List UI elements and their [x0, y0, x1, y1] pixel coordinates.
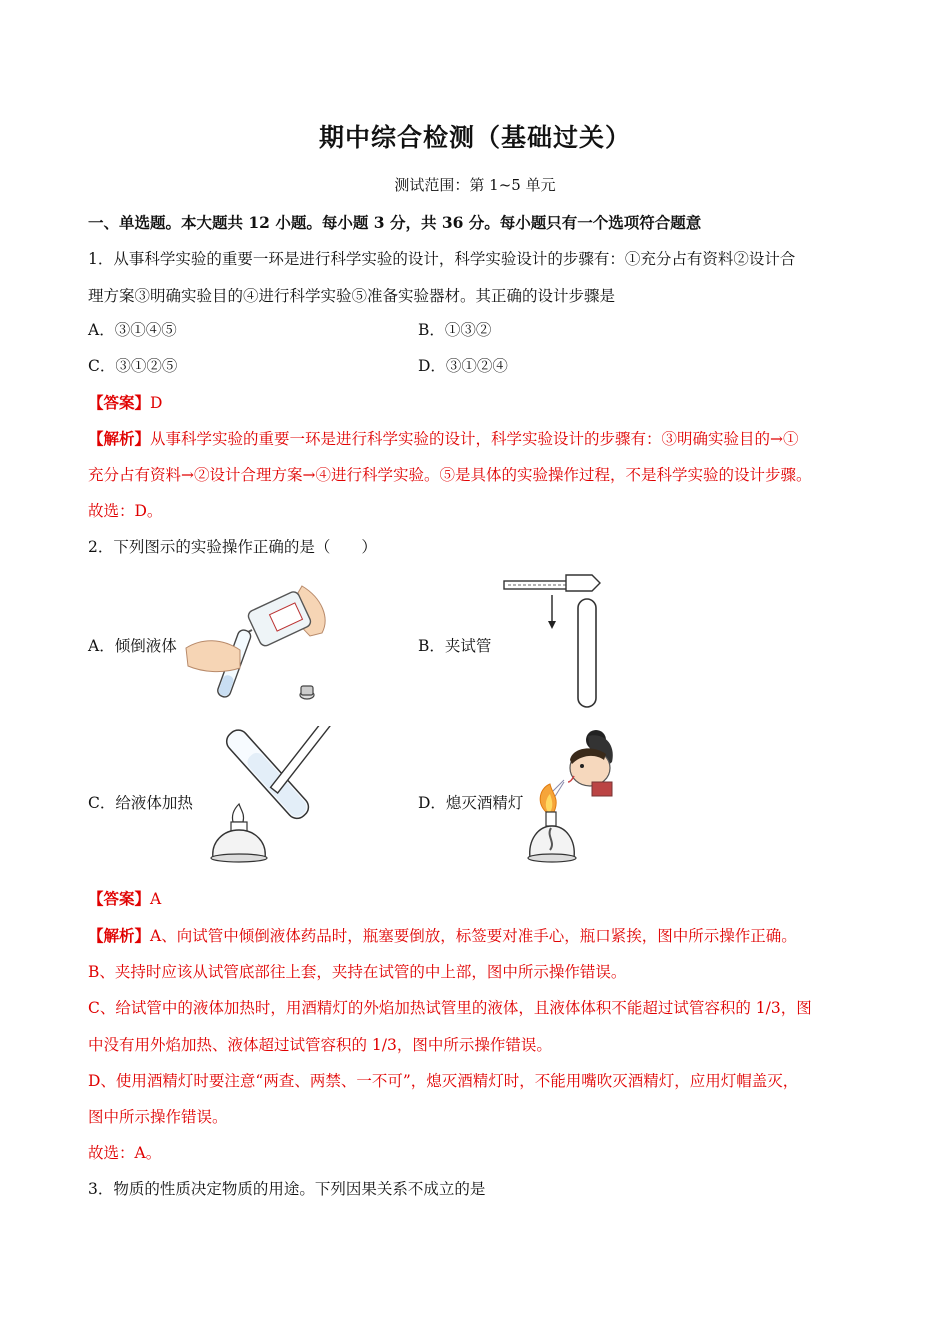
analysis-tag: 【解析】	[88, 429, 151, 448]
q2-option-d: D．熄灭酒精灯	[418, 794, 524, 812]
q2-option-a: A．倾倒液体	[88, 637, 177, 655]
answer-tag: 【答案】	[88, 889, 151, 908]
extinguish-lamp-image	[526, 728, 626, 864]
q2-analysis-line3: C、给试管中的液体加热时，用酒精灯的外焰加热试管里的液体，且液体体积不能超过试管容积的 1/3，图	[88, 999, 812, 1017]
q1-stem-line2: 理方案③明确实验目的④进行科学实验⑤准备实验器材。其正确的设计步骤是	[88, 287, 616, 305]
q2-stem: 2．下列图示的实验操作正确的是（ ）	[88, 538, 377, 556]
answer-value: D	[150, 394, 163, 412]
test-scope: 测试范围：第 1~5 单元	[394, 176, 556, 194]
q1-answer	[88, 391, 162, 413]
q1-analysis-line1	[88, 427, 799, 449]
q2-analysis-line1	[88, 924, 797, 946]
q1-conclusion: 故选：D。	[88, 502, 163, 520]
q2-analysis-line4: 中没有用外焰加热、液体超过试管容积的 1/3，图中所示操作错误。	[88, 1036, 552, 1054]
q1-option-d: D．③①②④	[418, 357, 508, 375]
analysis-text: 从事科学实验的重要一环是进行科学实验的设计，科学实验设计的步骤有：③明确实验目的→①	[150, 430, 799, 448]
q1-option-c: C．③①②⑤	[88, 357, 178, 375]
q3-stem: 3．物质的性质决定物质的用途。下列因果关系不成立的是	[88, 1180, 486, 1198]
q2-analysis-line5: D、使用酒精灯时要注意“两查、两禁、一不可”，熄灭酒精灯时，不能用嘴吹灭酒精灯，应用灯帽盖灭，	[88, 1072, 799, 1090]
q1-analysis-line2: 充分占有资料→②设计合理方案→④进行科学实验。⑤是具体的实验操作过程，不是科学实验的设计步骤。	[88, 466, 812, 484]
answer-value: A	[150, 890, 162, 908]
q1-option-b: B．①③②	[418, 321, 492, 339]
q2-analysis-line6: 图中所示操作错误。	[88, 1108, 228, 1126]
q2-conclusion: 故选：A。	[88, 1144, 162, 1162]
page-title: 期中综合检测（基础过关）	[318, 123, 631, 152]
q2-option-b: B．夹试管	[418, 637, 492, 655]
test-tube-clamp-image	[500, 573, 610, 713]
q2-option-c: C．给液体加热	[88, 794, 193, 812]
analysis-tag: 【解析】	[88, 926, 151, 945]
heating-liquid-image	[205, 726, 335, 866]
pouring-liquid-image	[182, 578, 332, 708]
section-heading: 一、单选题。本大题共 12 小题。每小题 3 分，共 36 分。每小题只有一个选项符合题意	[88, 213, 702, 232]
q1-stem-line1: 1．从事科学实验的重要一环是进行科学实验的设计，科学实验设计的步骤有：①充分占有资料②设计合	[88, 250, 796, 268]
q2-analysis-line2: B、夹持时应该从试管底部往上套，夹持在试管的中上部，图中所示操作错误。	[88, 963, 627, 981]
analysis-text: A、向试管中倾倒液体药品时，瓶塞要倒放，标签要对准手心，瓶口紧挨，图中所示操作正确。	[150, 927, 797, 945]
q1-option-a: A．③①④⑤	[88, 321, 177, 339]
q2-answer	[88, 887, 161, 909]
answer-tag: 【答案】	[88, 393, 151, 412]
